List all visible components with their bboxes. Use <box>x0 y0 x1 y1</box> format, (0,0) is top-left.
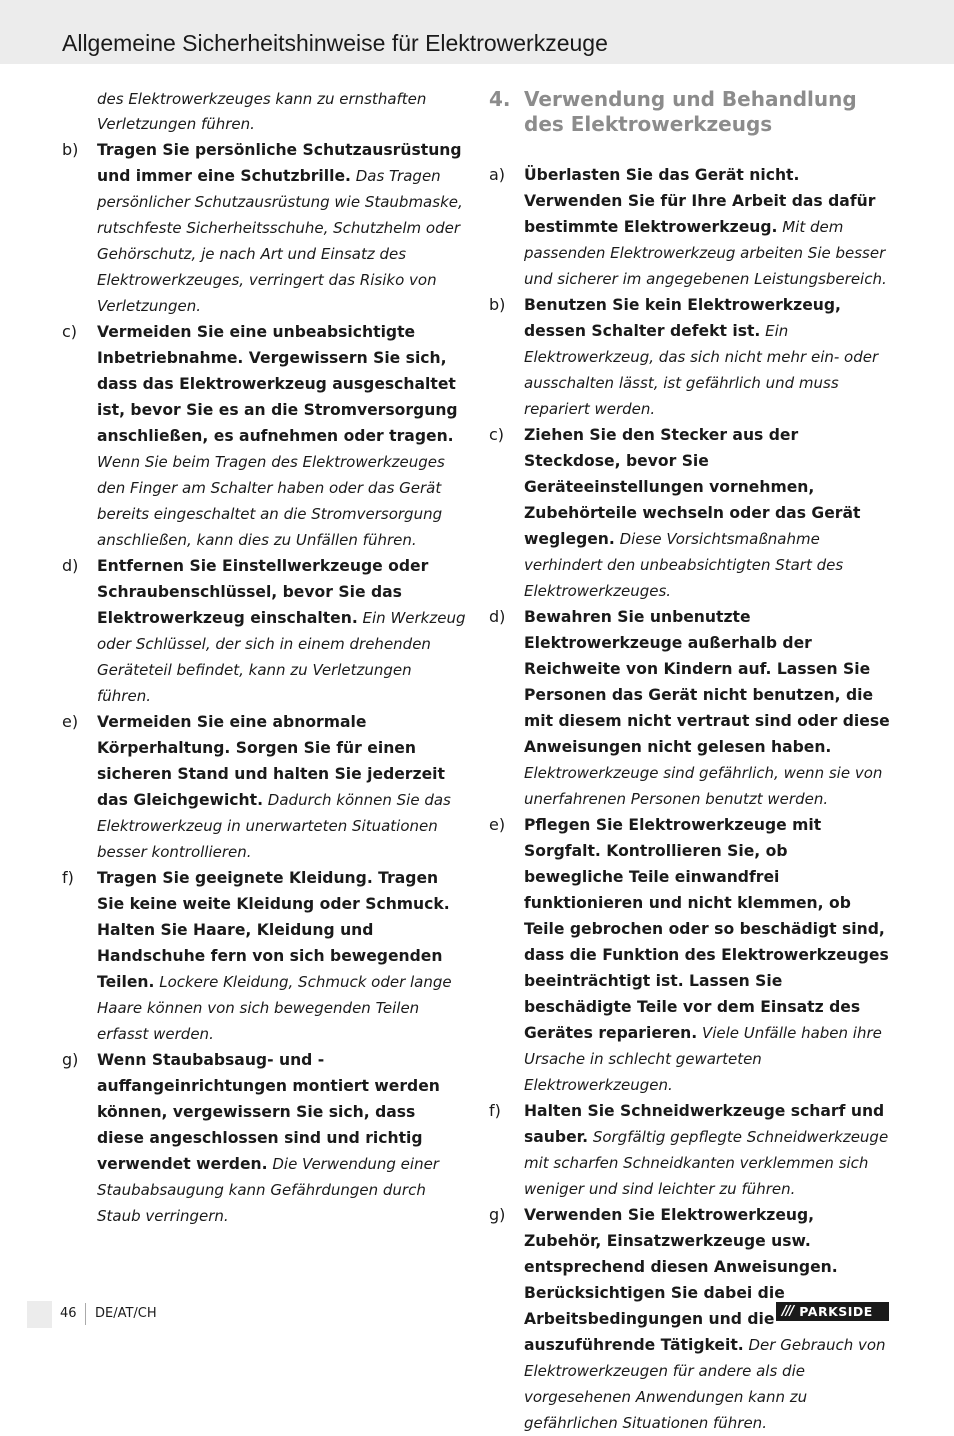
item-bold-text: Pflegen Sie Elektrowerkzeuge mit Sorgfalt. Kontrollieren Sie, ob bewegliche Teile einwandfrei funktionieren und nicht klemmen, ob Teile gebrochen oder so beschädigt sind, dass die Funktion des Elektrowerkzeuges beeinträchtigt ist. Lassen Sie beschädigte Teile vor dem Einsatz des Gerätes reparieren. <box>524 816 889 1042</box>
item-italic-text: Das Tragen persönlicher Schutzausrüstung wie Staubmaske, rutschfeste Sicherheitsschuhe, Schutzhelm oder Gehörschutz, je nach Art und Einsatz des Elektrowerkzeuges, verringert das Risiko von Verletzungen. <box>97 167 463 315</box>
item-label: a) <box>489 165 506 184</box>
list-item <box>62 709 466 865</box>
item-italic-text: Diese Vorsichtsmaßnahme verhindert den unbeabsichtigten Start des Elektrowerkzeuges. <box>524 530 844 600</box>
page-header <box>0 0 954 64</box>
list-item <box>489 162 892 292</box>
list-item <box>489 1098 892 1202</box>
item-label: b) <box>62 140 79 159</box>
item-label: g) <box>489 1205 506 1224</box>
continued-text: des Elektrowerkzeuges kann zu ernsthaften Verletzungen führen. <box>97 90 427 133</box>
item-italic-text: Sorgfältig gepflegte Schneidwerkzeuge mit scharfen Schneidkanten verklemmen sich weniger und sind leichter zu führen. <box>524 1128 889 1198</box>
item-bold-text: Entfernen Sie Einstellwerkzeuge oder Schraubenschlüssel, bevor Sie das Elektrowerkzeug einschalten. <box>97 557 429 627</box>
item-label: e) <box>489 815 506 834</box>
footer-divider <box>85 1303 86 1325</box>
item-italic-text: Der Gebrauch von Elektrowerkzeugen für andere als die vorgesehenen Anwendungen kann zu gefährlichen Situationen führen. <box>524 1336 886 1432</box>
item-label: c) <box>489 425 505 444</box>
list-item <box>62 865 466 1047</box>
section-title: Verwendung und Behandlung des Elektrowerkzeugs <box>524 87 857 136</box>
item-bold-text: Wenn Staubabsaug- und -auffangeinrichtungen montiert werden können, vergewissern Sie sich, dass diese angeschlossen sind und richtig verwendet werden. <box>97 1051 440 1173</box>
list-item <box>489 422 892 604</box>
item-italic-text: Viele Unfälle haben ihre Ursache in schlecht gewarteten Elektrowerkzeugen. <box>524 1024 882 1094</box>
item-bold-text: Verwenden Sie Elektrowerkzeug, Zubehör, Einsatzwerkzeuge usw. entsprechend diesen Anweisungen. Berücksichtigen Sie dabei die Arbeitsbedingungen und die auszuführende Tätigkeit. <box>524 1206 838 1354</box>
item-label: f) <box>62 868 74 887</box>
list-item <box>62 553 466 709</box>
item-italic-text: Dadurch können Sie das Elektrowerkzeug in unerwarteten Situationen besser kontrollieren. <box>97 791 451 861</box>
item-label: e) <box>62 712 79 731</box>
list-item <box>62 319 466 553</box>
item-bold-text: Ziehen Sie den Stecker aus der Steckdose, bevor Sie Geräteeinstellungen vornehmen, Zubehörteile wechseln oder das Gerät weglegen. <box>524 426 861 548</box>
page-title: Allgemeine Sicherheitshinweise für Elektrowerkzeuge <box>62 30 608 56</box>
item-italic-text: Lockere Kleidung, Schmuck oder lange Haare können von sich bewegenden Teilen erfasst werden. <box>97 973 452 1043</box>
footer-marker <box>27 1301 52 1328</box>
item-label: f) <box>489 1101 501 1120</box>
item-italic-text: Mit dem passenden Elektrowerkzeug arbeiten Sie besser und sicherer im angegebenen Leistungsbereich. <box>524 218 887 288</box>
item-bold-text: Halten Sie Schneidwerkzeuge scharf und sauber. <box>524 1102 885 1146</box>
section-heading <box>489 87 892 137</box>
item-italic-text: Elektrowerkzeuge sind gefährlich, wenn sie von unerfahrenen Personen benutzt werden. <box>524 764 883 808</box>
item-bold-text: Tragen Sie persönliche Schutzausrüstung und immer eine Schutzbrille. <box>97 141 462 185</box>
section-number: 4. <box>489 87 511 111</box>
brand-name: PARKSIDE <box>799 1304 873 1319</box>
list-item <box>62 1047 466 1229</box>
item-italic-text: Die Verwendung einer Staubabsaugung kann Gefährdungen durch Staub verringern. <box>97 1155 439 1225</box>
left-column <box>62 87 466 1229</box>
right-column <box>489 87 892 1436</box>
parkside-logo <box>776 1302 889 1321</box>
item-label: g) <box>62 1050 79 1069</box>
list-item <box>62 137 466 319</box>
country-codes: DE/AT/CH <box>95 1306 157 1321</box>
list-item <box>489 812 892 1098</box>
list-item <box>489 604 892 812</box>
item-label: d) <box>489 607 506 626</box>
list-item <box>489 292 892 422</box>
item-bold-text: Vermeiden Sie eine unbeabsichtigte Inbetriebnahme. Vergewissern Sie sich, dass das Elektrowerkzeug ausgeschaltet ist, bevor Sie es an die Stromversorgung anschließen, es aufnehmen oder tragen. <box>97 323 458 445</box>
logo-stripes-icon: /// <box>782 1304 794 1319</box>
item-italic-text: Wenn Sie beim Tragen des Elektrowerkzeuges den Finger am Schalter haben oder das Gerät bereits eingeschaltet an die Stromversorgung anschließen, kann dies zu Unfällen führen. <box>97 453 445 549</box>
item-label: b) <box>489 295 506 314</box>
item-italic-text: Ein Elektrowerkzeug, das sich nicht mehr ein- oder ausschalten lässt, ist gefährlich und muss repariert werden. <box>524 322 879 418</box>
item-italic-text: Ein Werkzeug oder Schlüssel, der sich in einem drehenden Geräteteil befindet, kann zu Verletzungen führen. <box>97 609 466 705</box>
item-bold-text: Tragen Sie geeignete Kleidung. Tragen Sie keine weite Kleidung oder Schmuck. Halten Sie Haare, Kleidung und Handschuhe fern von sich bewegenden Teilen. <box>97 869 450 991</box>
item-label: c) <box>62 322 78 341</box>
item-bold-text: Vermeiden Sie eine abnormale Körperhaltung. Sorgen Sie für einen sicheren Stand und halten Sie jederzeit das Gleichgewicht. <box>97 713 445 809</box>
item-bold-text: Bewahren Sie unbenutzte Elektrowerkzeuge außerhalb der Reichweite von Kindern auf. Lassen Sie Personen das Gerät nicht benutzen, die mit diesem nicht vertraut sind oder diese Anweisungen nicht gelesen haben. <box>524 608 890 756</box>
page-number: 46 <box>60 1306 77 1321</box>
item-label: d) <box>62 556 79 575</box>
item-bold-text: Überlasten Sie das Gerät nicht. Verwenden Sie für Ihre Arbeit das dafür bestimmte Elektrowerkzeug. <box>524 166 876 236</box>
item-bold-text: Benutzen Sie kein Elektrowerkzeug, dessen Schalter defekt ist. <box>524 296 841 340</box>
